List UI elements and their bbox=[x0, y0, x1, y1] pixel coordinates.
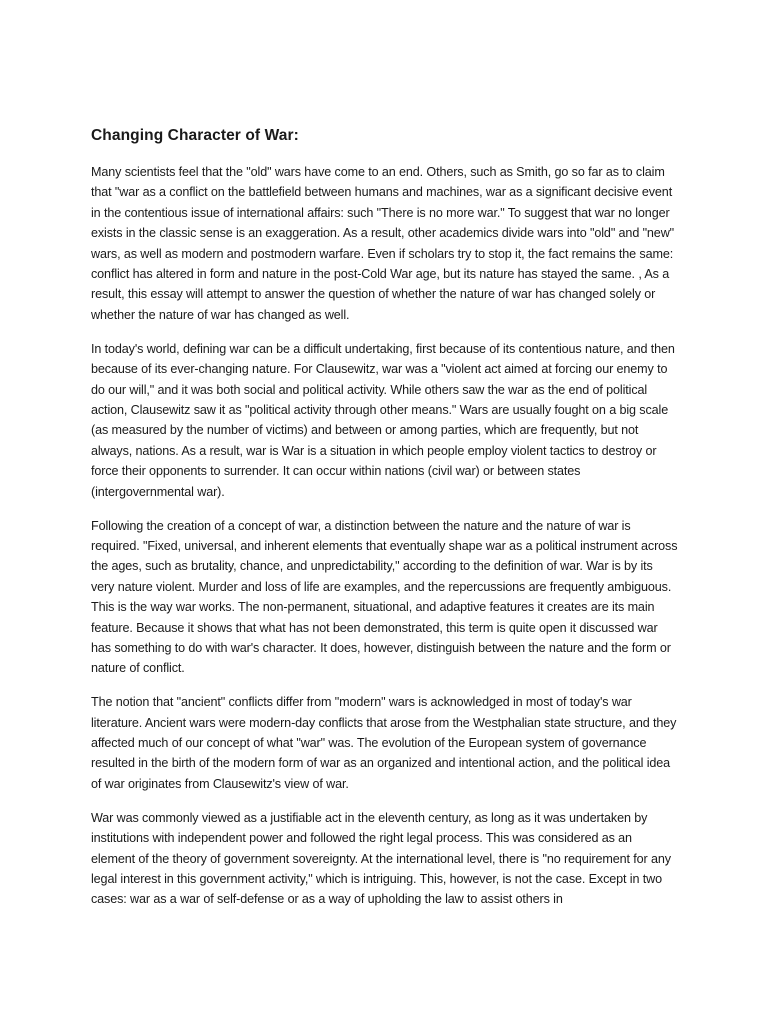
paragraph-2: In today's world, defining war can be a difficult undertaking, first because of its contentious nature, and then because of its ever-changing nature. For Clausewitz, war was a "violent act aimed at forcing our enemy to do our will," and it was both social and political activity. While others saw the war as the end of political action, Clausewitz saw it as "political activity through other means." Wars are usually fought on a big scale (as measured by the number of victims) and between or among parties, which are frequently, but not always, nations. As a result, war is War is a situation in which people employ violent tactics to destroy or force their opponents to surrender. It can occur within nations (civil war) or between states (intergovernmental war). bbox=[91, 341, 675, 499]
paragraph-4: The notion that "ancient" conflicts differ from "modern" wars is acknowledged in most of today's war literature. Ancient wars were modern-day conflicts that arose from the Westphalian state structure, and they affected much of our concept of what "war" was. The evolution of the European system of governance resulted in the birth of the modern form of war as an organized and intentional action, and the political idea of war originates from Clausewitz's view of war. bbox=[91, 695, 677, 791]
paragraph-1: Many scientists feel that the "old" wars have come to an end. Others, such as Smith, go so far as to claim that "war as a conflict on the battlefield between humans and machines, war as a significant decisive event in the contentious issue of international affairs: such "There is no more war." To suggest that war no longer exists in the classic sense is an exaggeration. As a result, other academics divide wars into "old" and "new" wars, as well as modern and postmodern warfare. Even if scholars try to stop it, the fact remains the same: conflict has altered in form and nature in the post-Cold War age, but its nature has stayed the same. , As a result, this essay will attempt to answer the question of whether the nature of war has changed solely or whether the nature of war has changed as well. bbox=[91, 165, 675, 322]
document-body bbox=[91, 124, 679, 923]
document-title: Changing Character of War: bbox=[91, 127, 299, 144]
paragraph-5: War was commonly viewed as a justifiable act in the eleventh century, as long as it was undertaken by institutions with independent power and followed the right legal process. This was considered as an element of the theory of government sovereignty. At the international level, there is "no requirement for any legal interest in this government activity," which is intriguing. This, however, is not the case. Except in two cases: war as a war of self-defense or as a way of upholding the law to assist others in bbox=[91, 810, 671, 907]
paragraph-3: Following the creation of a concept of war, a distinction between the nature and the nature of war is required. "Fixed, universal, and inherent elements that eventually shape war as a political instrument across the ages, such as brutality, chance, and unpredictability," according to the definition of war. War is by its very nature violent. Murder and loss of life are examples, and the repercussions are frequently ambiguous. This is the way war works. The non-permanent, situational, and adaptive features it creates are its main feature. Because it shows that what has not been demonstrated, this term is quite open it discussed war has something to do with war's character. It does, however, distinguish between the nature and the form or nature of conflict. bbox=[91, 518, 678, 676]
